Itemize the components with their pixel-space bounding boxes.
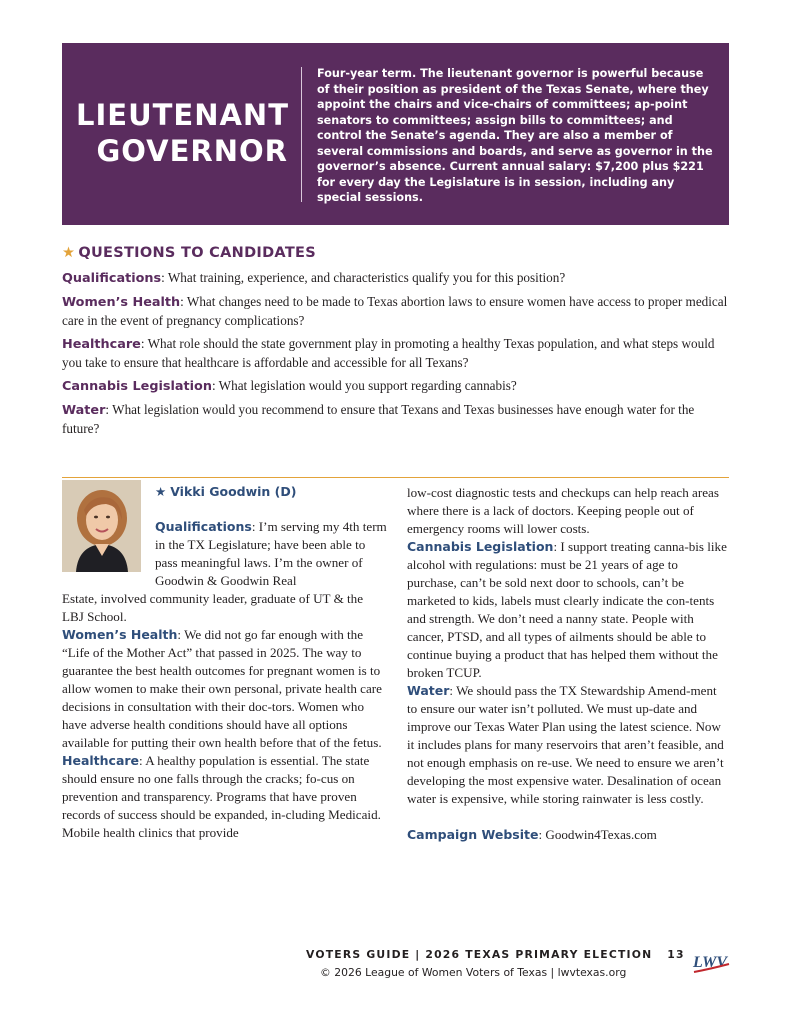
- campaign-website-label: Campaign Website: [407, 827, 539, 842]
- footer-copyright: © 2026 League of Women Voters of Texas | lwvtexas.org: [320, 966, 627, 979]
- water-label: Water: [407, 683, 450, 698]
- campaign-website-link[interactable]: : Goodwin4Texas.com: [538, 827, 657, 842]
- office-description: Four-year term. The lieutenant governor is powerful because of their position as president of the Texas Senate, where they appoint the chairs and vice-chairs of committees; ap-point senators to committees; assign bills to committees; and control the Senate’s agenda. They are also a member of several commissions and boards, and serve as governor in the governor’s absence. Current annual salary: $7,200 plus $221 for every day the Legislature is in session, including any special sessions.: [317, 67, 713, 204]
- cannabis-text: : I support treating canna-bis like alcohol with regulations: must be 21 years of age to purchase, can’t be sold next door to schools, can’t be marketed to kids, labels must clearly indicate the con-tents and strength. We don’t need a nanny state. People with cancer, PTSD, and all types of ailments should be able to continue buying a product that has helped them without the broken TCUP.: [407, 539, 727, 680]
- office-title-line1: LIEUTENANT: [76, 98, 289, 132]
- office-title: [76, 97, 288, 169]
- qualifications-continued: Estate, involved community leader, graduate of UT & the LBJ School.: [62, 591, 364, 624]
- star-icon: ★: [155, 484, 167, 499]
- question-label: Cannabis Legislation: [62, 379, 212, 394]
- question-item: [62, 377, 729, 396]
- question-item: [62, 401, 729, 438]
- womens-health-answer: [62, 626, 387, 752]
- star-icon: ★: [62, 245, 76, 261]
- womens-health-label: Women’s Health: [62, 627, 178, 642]
- question-label: Healthcare: [62, 337, 141, 352]
- candidate-photo: [62, 480, 141, 572]
- questions-list: [62, 269, 729, 443]
- lwv-logo-icon: [692, 951, 730, 977]
- healthcare-answer: [62, 752, 387, 842]
- campaign-website: [407, 826, 729, 844]
- question-text: : What legislation would you recommend to ensure that Texans and Texas businesses have enough water for the future?: [62, 402, 695, 436]
- water-answer: [407, 682, 729, 808]
- healthcare-continued: low-cost diagnostic tests and checkups can help reach areas where there is a lack of doctors. Keeping people out of emergency rooms will lower costs.: [407, 485, 719, 536]
- qualifications-intro: [155, 518, 387, 590]
- banner-divider: [301, 67, 302, 202]
- office-title-line2: GOVERNOR: [96, 134, 288, 168]
- answers-left-column: [62, 590, 387, 842]
- healthcare-text: : A healthy population is essential. The state should ensure no one falls through the cracks; fo-cus on prevention and transparency. Programs that have proven records of success should be expanded, in-cluding Medicaid. Mobile health clinics that provide: [62, 753, 381, 840]
- office-banner: [62, 43, 729, 225]
- question-item: [62, 293, 729, 330]
- question-item: [62, 335, 729, 372]
- lwv-logo-text: LWV: [693, 954, 728, 971]
- candidate-name-text: Vikki Goodwin (D): [170, 484, 297, 499]
- answers-right-column: [407, 484, 729, 844]
- footer-guide: [306, 948, 685, 961]
- questions-heading: [62, 245, 316, 261]
- water-text: : We should pass the TX Stewardship Amend-ment to ensure our water isn’t polluted. We must up-date and improve our Texas Water Plan using the latest science. Now it includes plans for many reservoirs that aren’t feasible, and not enough emphasis on re-use. We need to ensure we aren’t developing the most expensive water. Desalination of ocean water is expensive, while storing rainwater is less costly.: [407, 683, 724, 806]
- candidate-portrait-icon: [62, 480, 141, 572]
- candidate-name: [155, 484, 297, 499]
- cannabis-answer: [407, 538, 729, 682]
- footer-guide-text: VOTERS GUIDE | 2026 TEXAS PRIMARY ELECTION: [306, 948, 653, 961]
- question-text: : What training, experience, and characteristics qualify you for this position?: [161, 270, 566, 285]
- question-text: : What role should the state government play in promoting a healthy Texas population, and what steps would you take to ensure that healthcare is affordable and accessible for all Texans?: [62, 336, 715, 370]
- question-text: : What legislation would you support regarding cannabis?: [211, 378, 517, 393]
- questions-heading-text: QUESTIONS TO CANDIDATES: [78, 245, 316, 261]
- question-label: Women’s Health: [62, 295, 181, 310]
- healthcare-label: Healthcare: [62, 753, 140, 768]
- qualifications-label: Qualifications: [155, 519, 252, 534]
- question-text: : What changes need to be made to Texas abortion laws to ensure women have access to proper medical care in the event of pregnancy complications?: [62, 294, 728, 328]
- page-number: 13: [667, 948, 685, 961]
- section-divider: [62, 477, 729, 478]
- qualifications-text: : I’m serving my 4th term in the TX Legislature; have been able to pass meaningful laws. I’m the owner of Goodwin & Goodwin Real: [155, 519, 387, 588]
- cannabis-label: Cannabis Legislation: [407, 539, 554, 554]
- question-label: Qualifications: [62, 271, 162, 286]
- question-item: [62, 269, 729, 288]
- question-label: Water: [62, 403, 106, 418]
- womens-health-text: : We did not go far enough with the “Life of the Mother Act” that passed in 2025. The way to guarantee the best health outcomes for pregnant women is to allow women to make their own personal, private health care decisions in consultation with their doc-tors. Women who have adverse health conditions should have all options available for putting their own health before that of the fetus.: [62, 627, 382, 750]
